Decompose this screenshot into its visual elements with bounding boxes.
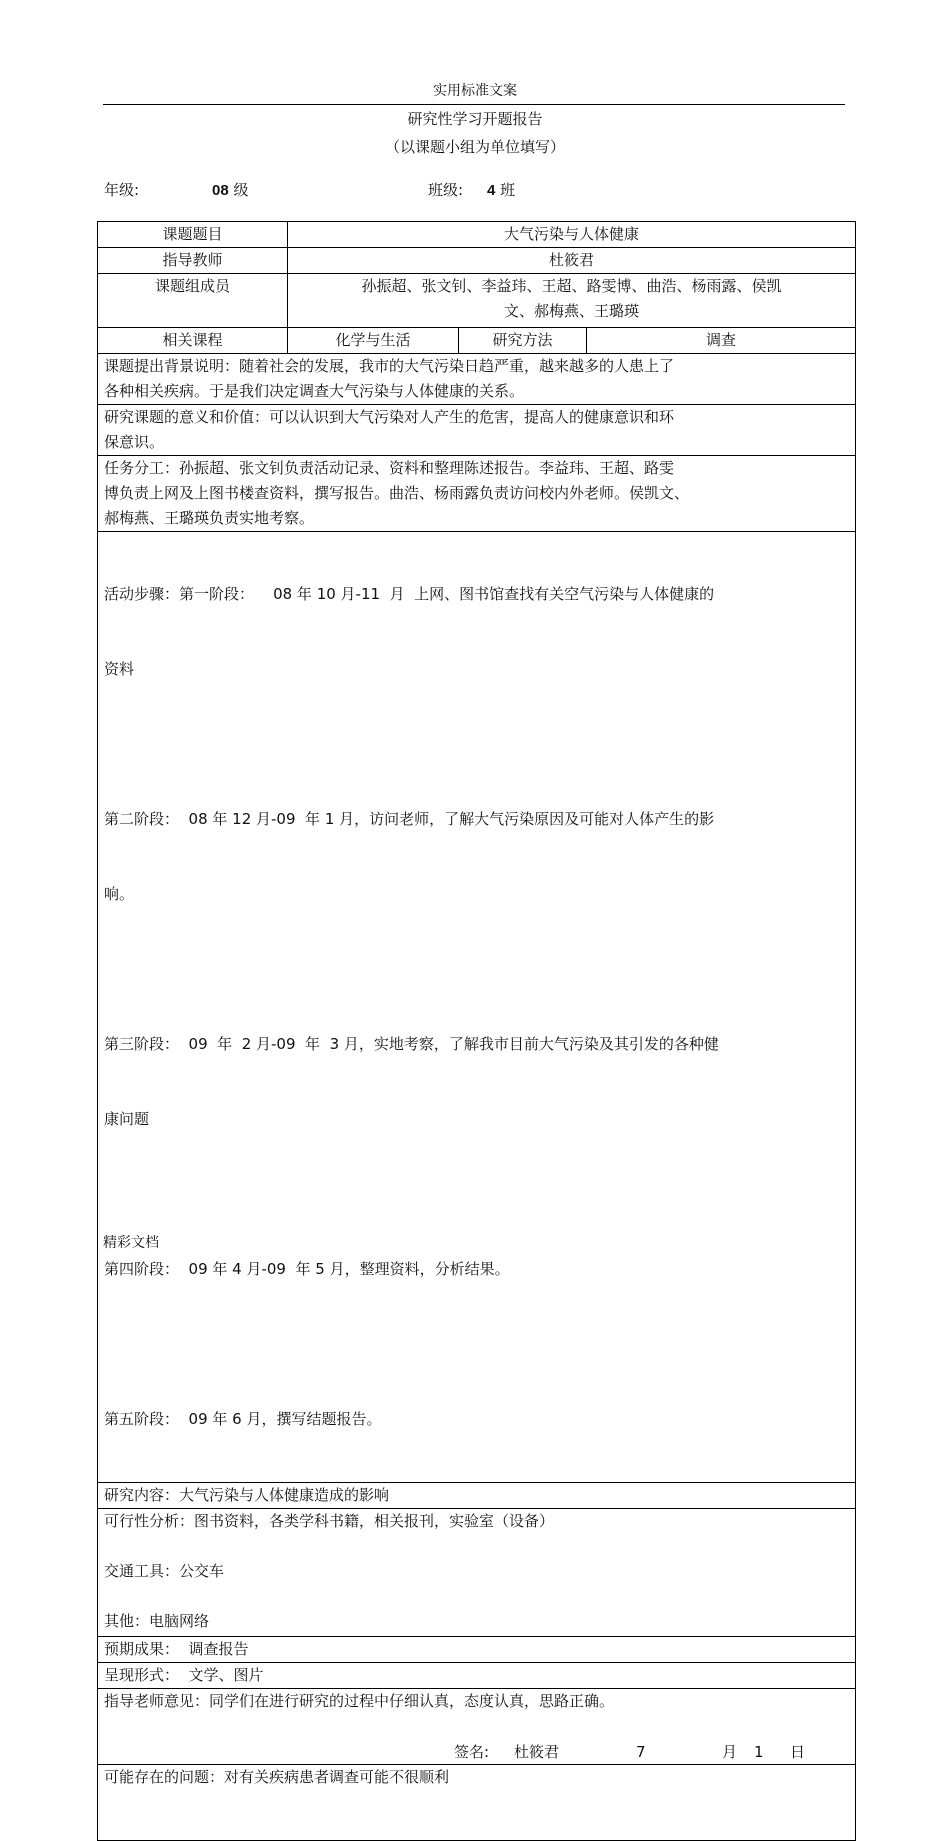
grade-label: 年级: [104, 181, 140, 199]
table-row [98, 1689, 856, 1765]
content-cell: 研究内容：大气污染与人体健康造成的影响 [98, 1483, 856, 1509]
table-row [98, 1483, 856, 1509]
topic-value: 大气污染与人体健康 [288, 222, 856, 248]
background-line-1: 课题提出背景说明：随着社会的发展，我市的大气污染日趋严重，越来越多的人患上了 [104, 357, 675, 375]
table-row [98, 1765, 856, 1841]
spacer [104, 1584, 849, 1609]
tasks-cell [98, 456, 856, 532]
signature-day: 1 [754, 1743, 764, 1761]
signature-month: 7 [636, 1743, 646, 1761]
feasibility-line-1: 可行性分析：图书资料，各类学科书籍，相关报刊，实验室（设备） [104, 1512, 555, 1530]
background-line-2: 各种相关疾病。于是我们决定调查大气污染与人体健康的关系。 [104, 382, 525, 400]
page-footer: 精彩文档 [103, 1235, 159, 1251]
steps-stage-3-line-2: 康问题 [104, 1110, 150, 1128]
members-value [288, 274, 856, 328]
feasibility-line-2: 交通工具：公交车 [104, 1562, 225, 1580]
class-label: 班级: [428, 181, 464, 199]
presentation-form-cell: 呈现形式： 文学、图片 [98, 1663, 856, 1689]
signature-day-unit: 日 [790, 1743, 806, 1761]
table-row [98, 1509, 856, 1637]
method-label: 研究方法 [459, 328, 587, 354]
steps-stage-4-line-1: 第四阶段： 09 年 4 月-09 年 5 月，整理资料，分析结果。 [104, 1260, 510, 1278]
table-row [98, 328, 856, 354]
course-value: 化学与生活 [288, 328, 459, 354]
members-label: 课题组成员 [98, 274, 288, 328]
grade-value: 08 [212, 182, 229, 199]
steps-cell [98, 532, 856, 1483]
signature-month-unit: 月 [722, 1743, 738, 1761]
significance-cell [98, 405, 856, 456]
grade-field [212, 179, 248, 200]
spacer [104, 732, 849, 757]
signature-label: 签名: [454, 1743, 490, 1761]
table-row [98, 248, 856, 274]
spacer [104, 1182, 849, 1207]
expected-cell: 预期成果： 调查报告 [98, 1637, 856, 1663]
opinion-cell [98, 1689, 856, 1765]
class-unit: 班 [500, 181, 516, 199]
table-row [98, 274, 856, 328]
class-field [487, 179, 515, 200]
course-label: 相关课程 [98, 328, 288, 354]
members-line-1: 孙振超、张文钊、李益玮、王超、路雯博、曲浩、杨雨露、侯凯 [361, 277, 782, 295]
signature-name: 杜筱君 [514, 1743, 560, 1761]
table-row [98, 532, 856, 1483]
problems-cell: 可能存在的问题：对有关疾病患者调查可能不很顺利 [98, 1765, 856, 1841]
teacher-value: 杜筱君 [288, 248, 856, 274]
significance-line-1: 研究课题的意义和价值：可以认识到大气污染对人产生的危害，提高人的健康意识和环 [104, 408, 675, 426]
table-row [98, 456, 856, 532]
members-line-2: 文、郝梅燕、王璐瑛 [504, 302, 640, 320]
header-rule [103, 104, 845, 105]
method-value: 调查 [587, 328, 856, 354]
topic-label: 课题题目 [98, 222, 288, 248]
steps-stage-1-line-1: 活动步骤：第一阶段： 08 年 10 月-11 月 上网、图书馆查找有关空气污染与人体健康的 [104, 585, 715, 603]
tasks-line-2: 博负责上网及上图书楼查资料，撰写报告。曲浩、杨雨露负责访问校内外老师。侯凯文、 [104, 484, 690, 502]
feasibility-cell [98, 1509, 856, 1637]
teacher-label: 指导教师 [98, 248, 288, 274]
document-subtitle: （以课题小组为单位填写） [384, 138, 565, 156]
table-row [98, 222, 856, 248]
grade-unit: 级 [233, 181, 249, 199]
steps-stage-3-line-1: 第三阶段： 09 年 2 月-09 年 3 月，实地考察，了解我市目前大气污染及其引发的各种健 [104, 1035, 719, 1053]
tasks-line-3: 郝梅燕、王璐瑛负责实地考察。 [104, 509, 315, 527]
class-value: 4 [487, 182, 496, 199]
steps-stage-2-line-1: 第二阶段： 08 年 12 月-09 年 1 月，访问老师，了解大气污染原因及可能对人体产生的影 [104, 810, 715, 828]
steps-stage-5-line-1: 第五阶段： 09 年 6 月，撰写结题报告。 [104, 1410, 382, 1428]
spacer [104, 1332, 849, 1357]
table-row [98, 354, 856, 405]
signature-row [98, 1740, 856, 1765]
feasibility-line-3: 其他：电脑网络 [104, 1612, 210, 1630]
opinion-text: 指导老师意见：同学们在进行研究的过程中仔细认真，态度认真，思路正确。 [104, 1692, 615, 1710]
steps-stage-2-line-2: 响。 [104, 885, 135, 903]
page-header: 实用标准文案 [433, 83, 517, 99]
table-row [98, 1663, 856, 1689]
significance-line-2: 保意识。 [104, 433, 165, 451]
steps-stage-1-line-2: 资料 [104, 660, 135, 678]
proposal-form-table [97, 221, 856, 1841]
background-cell [98, 354, 856, 405]
spacer [104, 1534, 849, 1559]
table-row [98, 1637, 856, 1663]
document-title: 研究性学习开题报告 [407, 110, 543, 128]
tasks-line-1: 任务分工：孙振超、张文钊负责活动记录、资料和整理陈述报告。李益玮、王超、路雯 [104, 459, 675, 477]
spacer [104, 957, 849, 982]
table-row [98, 405, 856, 456]
